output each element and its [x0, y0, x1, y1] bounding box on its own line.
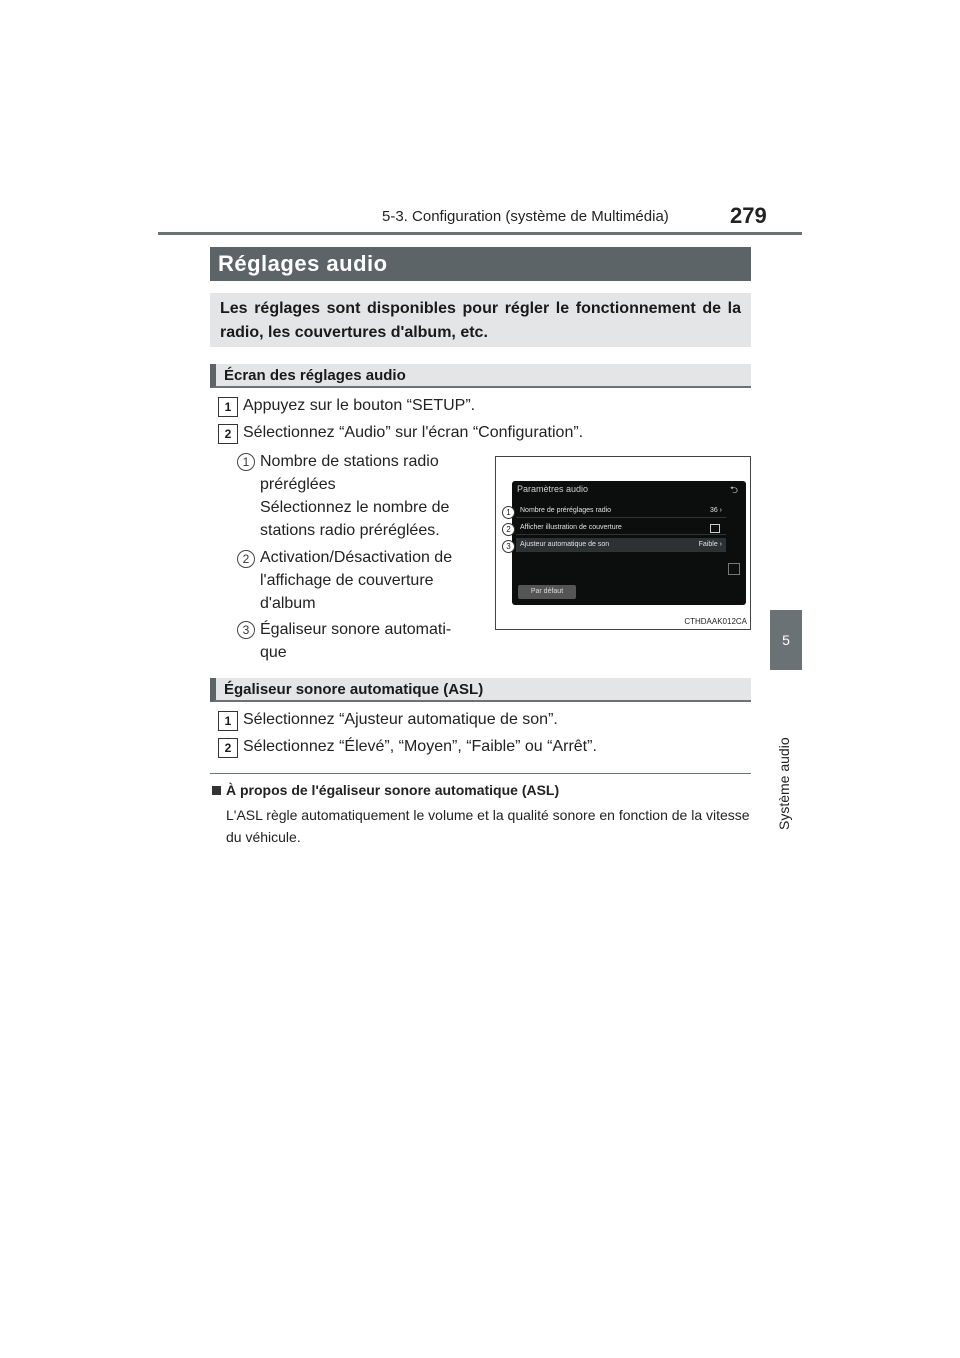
- side-tab-number: 5: [770, 610, 802, 670]
- item-description: [260, 450, 490, 542]
- display-screen: [512, 481, 746, 605]
- note-body: L'ASL règle automatiquement le volume et la qualité sonore en fonction de la vitesse du véhicule.: [226, 807, 750, 845]
- item-line: Activation/Désactivation de: [260, 549, 453, 566]
- section-title: Réglages audio: [210, 247, 751, 281]
- step-text: Sélectionnez “Élevé”, “Moyen”, “Faible” ou “Arrêt”.: [243, 738, 597, 755]
- step-number: 2: [218, 424, 238, 444]
- item-line: préréglées: [260, 476, 336, 493]
- audio-settings-screenshot: [495, 456, 751, 630]
- side-tab-label-text: Système audio: [776, 737, 792, 830]
- note-title: [212, 782, 559, 798]
- item-line: que: [260, 644, 287, 661]
- subhead-asl: Égaliseur sonore automatique (ASL): [210, 678, 751, 702]
- callout-number: 1: [502, 506, 515, 519]
- item-line: l'affichage de couverture: [260, 572, 434, 589]
- screen-row: [516, 521, 726, 535]
- step-number: 2: [218, 738, 238, 758]
- square-bullet-icon: [212, 786, 221, 795]
- screen-row-value: 36 ›: [709, 507, 722, 514]
- screen-row-label: Nombre de préréglages radio: [520, 507, 612, 514]
- item-description: [260, 546, 490, 615]
- callout-number: 3: [502, 540, 515, 553]
- step-text: Appuyez sur le bouton “SETUP”.: [243, 397, 476, 414]
- image-code: CTHDAAK012CA: [684, 617, 747, 626]
- scroll-icon: [728, 563, 740, 575]
- screen-title: Paramètres audio: [517, 484, 589, 494]
- callout-number: 2: [502, 523, 515, 536]
- step-text: Sélectionnez “Audio” sur l'écran “Configuration”.: [243, 424, 584, 441]
- step-number: 1: [218, 397, 238, 417]
- intro-text: Les réglages sont disponibles pour régler le fonctionnement de la radio, les couvertures d'album, etc.: [220, 300, 741, 341]
- note-divider: [210, 773, 751, 774]
- screen-row: [516, 504, 726, 518]
- item-line: Nombre de stations radio: [260, 453, 439, 470]
- item-number: 1: [237, 453, 255, 471]
- step-text: Sélectionnez “Ajusteur automatique de son”.: [243, 711, 558, 728]
- default-button: Par défaut: [518, 585, 576, 599]
- back-arrow-icon: ⮌: [729, 485, 738, 496]
- checkbox-icon: [710, 524, 720, 533]
- subhead-audio-screen: Écran des réglages audio: [210, 364, 751, 388]
- screen-row: [516, 538, 726, 552]
- side-tab-label: [754, 720, 814, 840]
- item-line: stations radio préréglées.: [260, 522, 440, 539]
- intro-box: [210, 293, 751, 347]
- step-number: 1: [218, 711, 238, 731]
- item-number: 3: [237, 621, 255, 639]
- item-line: d'album: [260, 595, 316, 612]
- item-line: Égaliseur sonore automati-: [260, 621, 452, 638]
- header-chapter: 5-3. Configuration (système de Multimédia): [382, 208, 669, 225]
- item-number: 2: [237, 550, 255, 568]
- screen-row-value: Faible ›: [698, 541, 722, 548]
- header-rule: [158, 232, 802, 235]
- page-number: 279: [730, 203, 767, 228]
- note-title-text: À propos de l'égaliseur sonore automatique (ASL): [226, 782, 560, 798]
- item-description: [260, 618, 490, 664]
- item-line: Sélectionnez le nombre de: [260, 499, 450, 516]
- screen-row-label: Afficher illustration de couverture: [520, 524, 622, 531]
- screen-row-label: Ajusteur automatique de son: [520, 541, 610, 548]
